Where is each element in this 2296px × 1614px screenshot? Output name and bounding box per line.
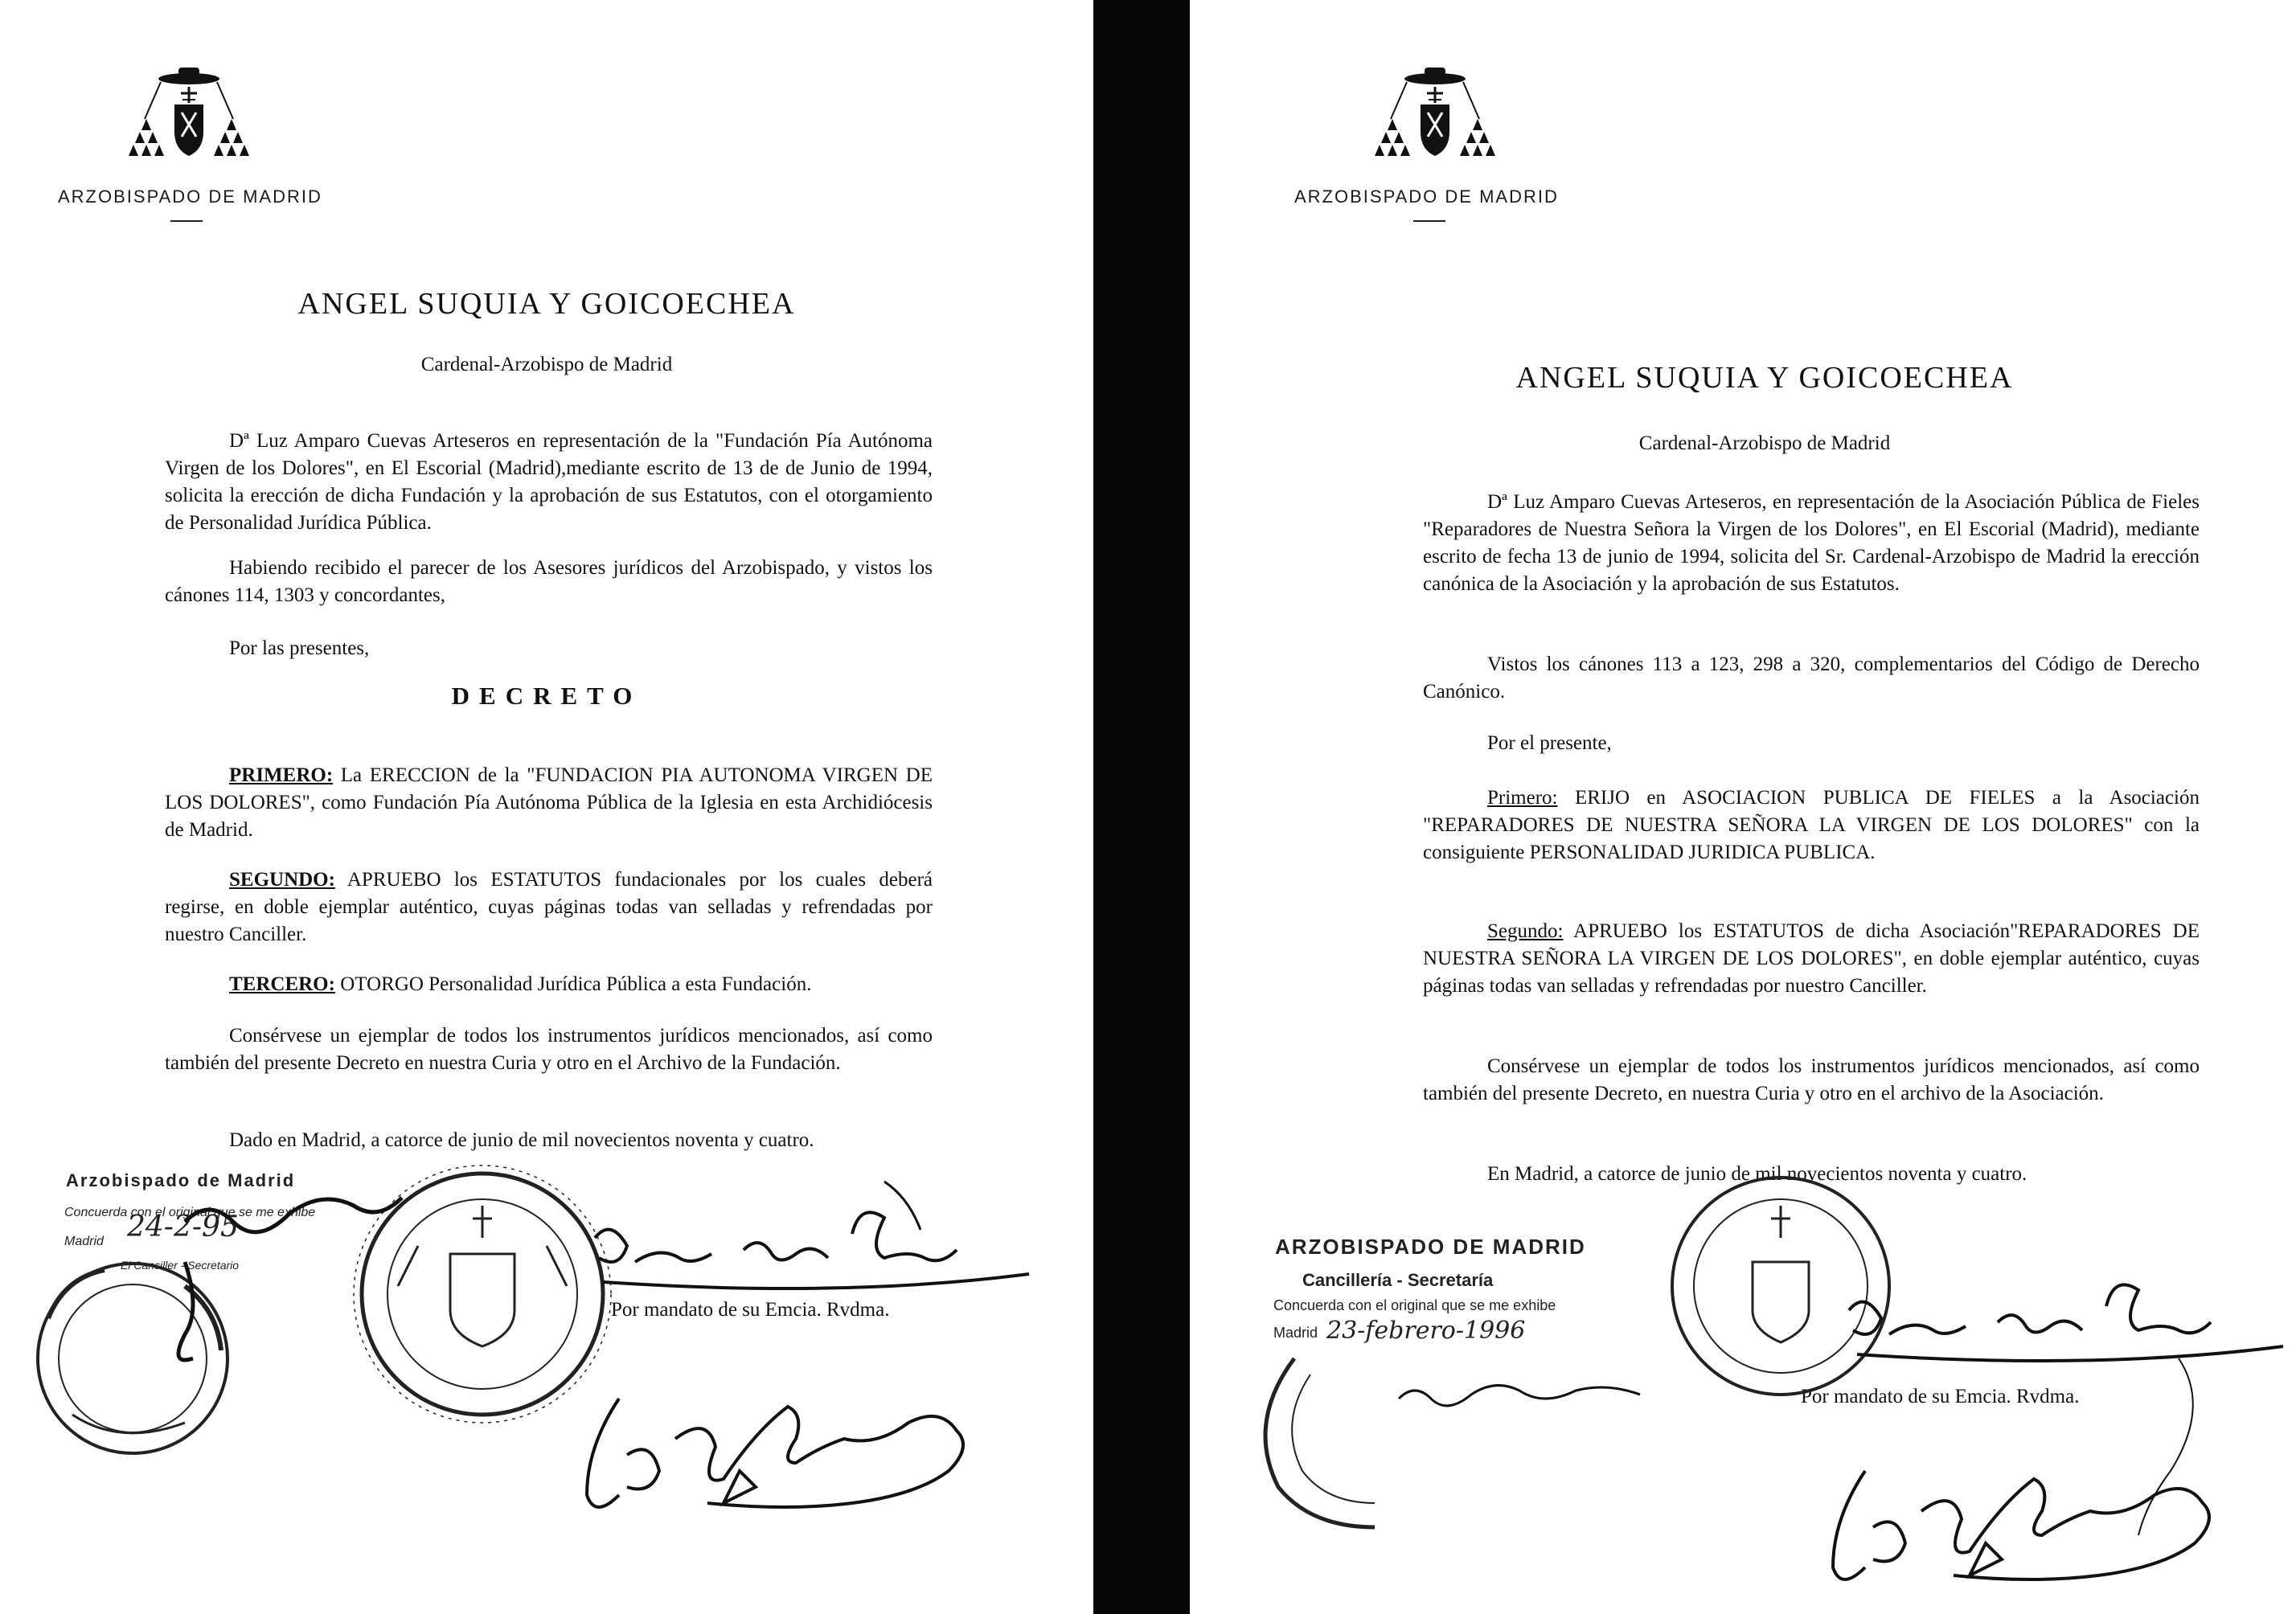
considering-paragraph: Habiendo recibido el parecer de los Asesores jurídicos del Arzobispado, y vistos los cánones 114, 1303 y concordantes, [165,557,933,606]
certification-stamp-line: Concuerda con el original que se me exhibe [1273,1297,1556,1313]
certification-stamp-office: Cancillería - Secretaría [1302,1270,1494,1290]
article-second-text: APRUEBO los ESTATUTOS fundacionales por los cuales deberá regirse, en doble ejemplar auténtico, cuyas páginas todas van selladas y refrendadas por nuestro Canciller. [165,869,933,945]
cardinal-title: Cardenal-Arzobispo de Madrid [1638,432,1891,454]
petition-paragraph: Dª Luz Amparo Cuevas Arteseros en representación de la "Fundación Pía Autónoma Virgen de los Dolores", en El Escorial (Madrid),mediante escrito de 13 de de Junio de 1994, solicita la erección de dicha Fundación y la aprobación de sus Estatutos, con el otorgamiento de Personalidad Jurídica Pública. [165,430,933,534]
decree-page-association [1190,0,2296,1614]
article-third-text: OTORGO Personalidad Jurídica Pública a esta Fundación. [334,973,812,995]
cardinal-title: Cardenal-Arzobispo de Madrid [420,354,673,375]
decree-heading: DECRETO [451,682,642,710]
article-second-text: APRUEBO los ESTATUTOS de dicha Asociación"REPARADORES DE NUESTRA SEÑORA LA VIRGEN DE LOS DOLORES", en doble ejemplar auténtico, cuyas páginas todas van selladas y refrendadas por nuestro Canciller. [1423,920,2200,997]
scan-gutter [1093,0,1190,1614]
episcopal-seal [1672,1178,1889,1395]
article-first [1423,784,2200,866]
certification-handwritten-date: 23-febrero-1996 [1326,1317,1526,1345]
org-name: ARZOBISPADO DE MADRID [58,186,322,207]
certification-stamp-place: Madrid [1273,1325,1318,1341]
article-first-text: La ERECCION de la "FUNDACION PIA AUTONOMA VIRGEN DE LOS DOLORES", como Fundación Pía Autónoma Pública de la Iglesia en esta Archidiócesis de Madrid. [165,764,933,841]
article-third [165,971,933,998]
preservation-paragraph: Consérvese un ejemplar de todos los instrumentos jurídicos mencionados, así como también del presente Decreto en nuestra Curia y otro en el Archivo de la Fundación. [165,1025,933,1074]
petition-paragraph: Dª Luz Amparo Cuevas Arteseros, en representación de la Asociación Pública de Fieles "Reparadores de Nuestra Señora la Virgen de los Dolores", en El Escorial (Madrid), mediante escrito de fecha 13 de junio de 1994, solicita del Sr. Cardenal-Arzobispo de Madrid la erección canónica de la Asociación y la aprobación de sus Estatutos. [1423,491,2200,595]
certification-stamp-title: ARZOBISPADO DE MADRID [1275,1235,1586,1259]
certification-stamp-signatory: El Canciller - Secretario [121,1259,240,1272]
certification-stamp-title: Arzobispado de Madrid [66,1170,296,1190]
article-first-label: PRIMERO: [229,764,334,786]
org-name: ARZOBISPADO DE MADRID [1294,186,1559,207]
chancellor-signature [587,1399,963,1507]
archbishop-coat-of-arms [1375,63,1495,167]
chancery-seal [1265,1358,1375,1527]
article-second [1423,918,2200,1000]
chancellor-signature [1833,1471,2209,1579]
decree-page-foundation [0,0,1093,1614]
episcopal-seal [354,1165,611,1423]
article-second-label: SEGUNDO: [229,869,335,891]
cardinal-name: ANGEL SUQUIA Y GOICOECHEA [297,287,796,321]
certification-stamp-line: Concuerda con el original que se me exhibe [64,1206,316,1219]
org-divider [170,220,203,222]
cardinal-signature [595,1212,1029,1288]
article-second [165,866,933,948]
date-place-line: Dado en Madrid, a catorce de junio de mil novecientos noventa y cuatro. [229,1129,814,1151]
date-place-line: En Madrid, a catorce de junio de mil novecientos noventa y cuatro. [1487,1163,2027,1185]
chancery-seal [38,1264,228,1453]
preservation-paragraph: Consérvese un ejemplar de todos los instrumentos jurídicos mencionados, así como también del presente Decreto, en nuestra Curia y otro en el archivo de la Asociación. [1423,1055,2200,1104]
org-divider [1413,220,1445,222]
certification-stamp-place: Madrid [64,1235,104,1248]
article-first-text: ERIJO en ASOCIACION PUBLICA DE FIELES a la Asociación "REPARADORES DE NUESTRA SEÑORA LA VIRGEN DE LOS DOLORES" con la consiguiente PERSONALIDAD JURIDICA PUBLICA. [1423,787,2200,863]
certification-handwritten-date: 24-2-95 [127,1210,239,1243]
archbishop-coat-of-arms [129,63,249,167]
cardinal-signature [1849,1284,2283,1361]
by-these-line: Por las presentes, [229,637,370,659]
article-first-label: Primero: [1487,787,1558,809]
by-these-line: Por el presente, [1487,732,1612,754]
article-first [165,762,933,844]
article-third-label: TERCERO: [229,973,335,995]
article-second-label: Segundo: [1487,920,1564,942]
mandate-line: Por mandato de su Emcia. Rvdma. [611,1299,890,1321]
mandate-line: Por mandato de su Emcia. Rvdma. [1801,1386,2080,1407]
considering-paragraph: Vistos los cánones 113 a 123, 298 a 320, complementarios del Código de Derecho Canónico. [1423,653,2200,703]
cardinal-name: ANGEL SUQUIA Y GOICOECHEA [1515,361,2014,395]
